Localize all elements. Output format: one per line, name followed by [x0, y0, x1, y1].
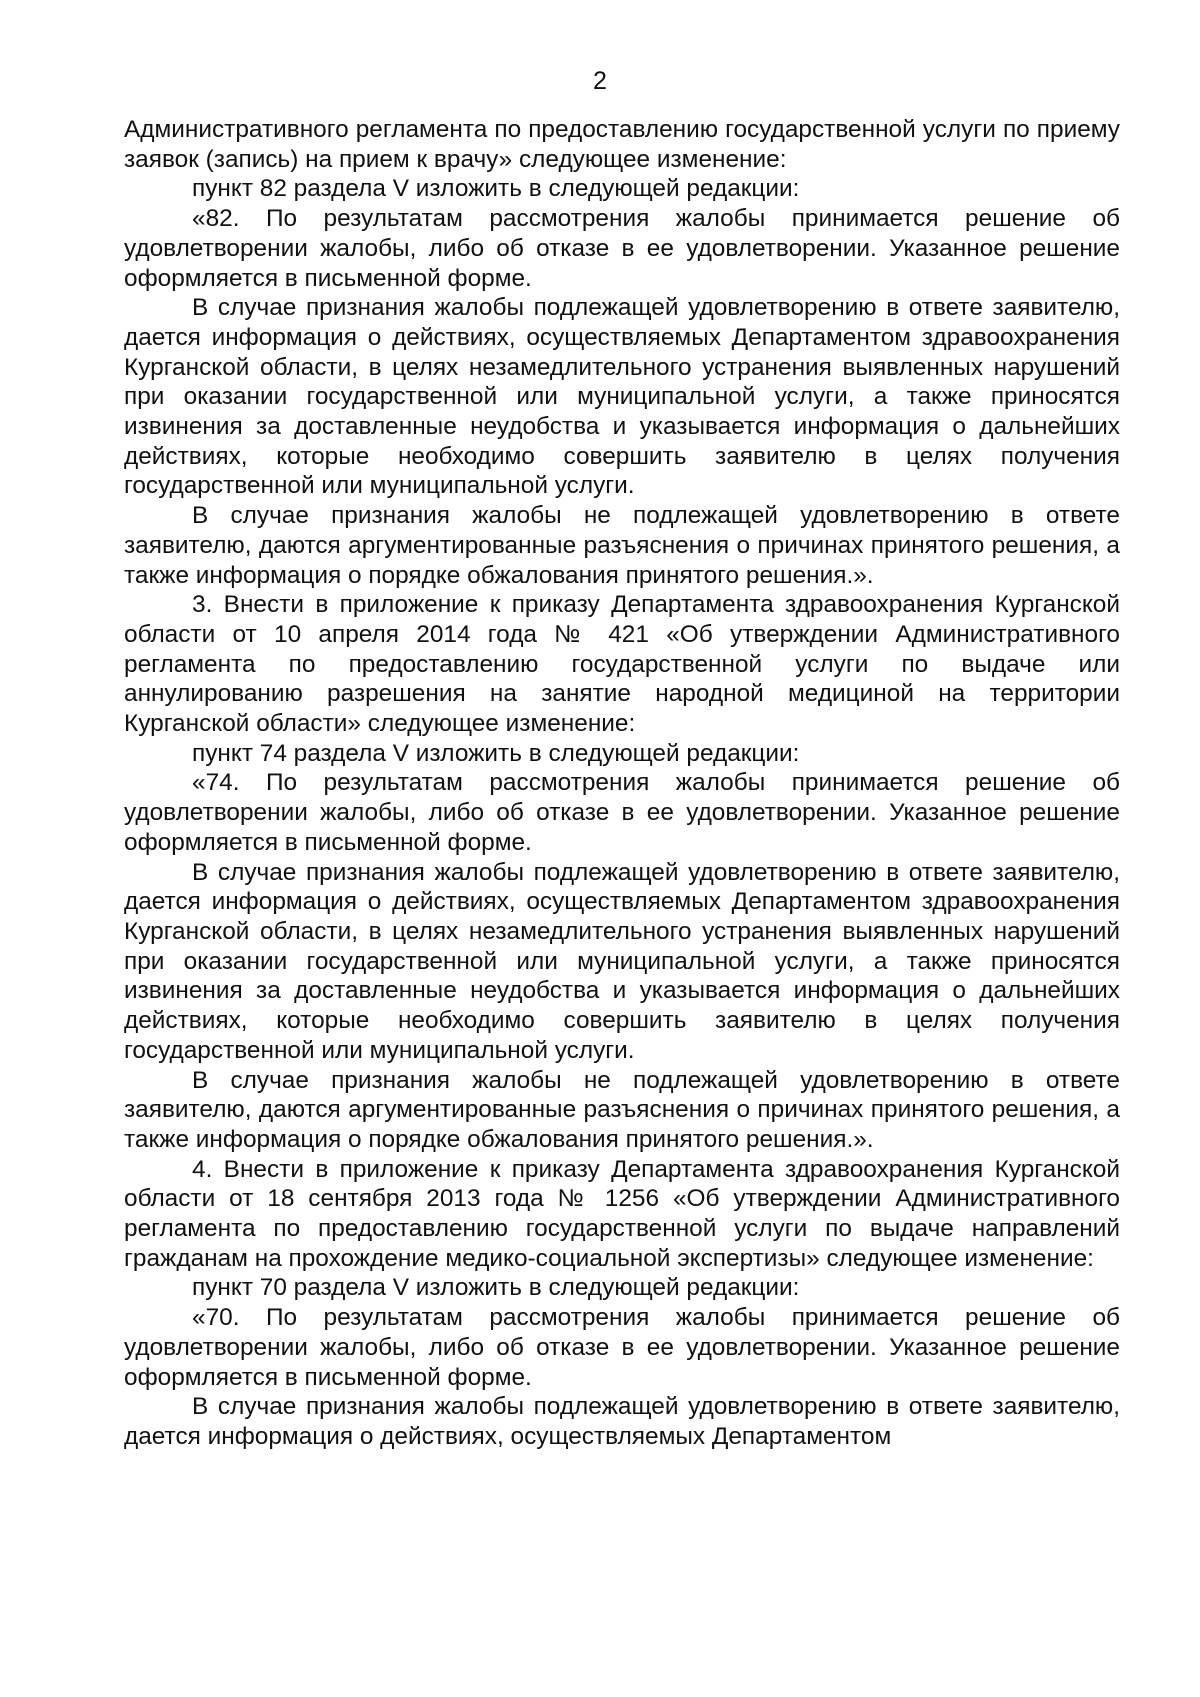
paragraph-complaint-rejected: В случае признания жалобы не подлежащей удовлетворению в ответе заявителю, даются аргументированные разъяснения о причинах принятого решения, а также информация о порядке обжалования принятого решения.». [124, 1066, 1120, 1153]
paragraph-complaint-satisfied: В случае признания жалобы подлежащей удовлетворению в ответе заявителю, дается информация о действиях, осуществляемых Департаментом здравоохранения Курганской области, в целях незамедлительного устранения выявленных нарушений при оказании государственной или муниципальной услуги, а также приносятся извинения за доставленные неудобства и указывается информация о дальнейших действиях, которые необходимо совершить заявителю в целях получения государственной или муниципальной услуги. [124, 294, 1120, 500]
paragraph-continuation: Административного регламента по предоставлению государственной услуги по приему заявок (запись) на прием к врачу» следующее изменение: [124, 116, 1120, 173]
paragraph-item-3: 3. Внести в приложение к приказу Департамента здравоохранения Курганской области от 10 апреля 2014 года № 421 «Об утверждении Административного регламента по предоставлению государственной услуги по выдаче или аннулированию разрешения на занятие народной медициной на территории Курганской области» следующее изменение: [124, 591, 1120, 738]
paragraph-point-82: «82. По результатам рассмотрения жалобы принимается решение об удовлетворении жалобы, либо об отказе в ее удовлетворении. Указанное решение оформляется в письменной форме. [124, 205, 1120, 292]
paragraph-point-70: «70. По результатам рассмотрения жалобы принимается решение об удовлетворении жалобы, либо об отказе в ее удовлетворении. Указанное решение оформляется в письменной форме. [124, 1304, 1120, 1391]
paragraph-point-74: «74. По результатам рассмотрения жалобы принимается решение об удовлетворении жалобы, либо об отказе в ее удовлетворении. Указанное решение оформляется в письменной форме. [124, 769, 1120, 856]
paragraph-complaint-satisfied: В случае признания жалобы подлежащей удовлетворению в ответе заявителю, дается информация о действиях, осуществляемых Департаментом [124, 1393, 1120, 1450]
page-number: 2 [593, 67, 607, 95]
paragraph-item-4: 4. Внести в приложение к приказу Департамента здравоохранения Курганской области от 18 сентября 2013 года № 1256 «Об утверждении Административного регламента по предоставлению государственной услуги по выдаче направлений гражданам на прохождение медико-социальной экспертизы» следующее изменение: [124, 1155, 1120, 1272]
paragraph-complaint-rejected: В случае признания жалобы не подлежащей удовлетворению в ответе заявителю, даются аргументированные разъяснения о причинах принятого решения, а также информация о порядке обжалования принятого решения.». [124, 502, 1120, 589]
paragraph-complaint-satisfied: В случае признания жалобы подлежащей удовлетворению в ответе заявителю, дается информация о действиях, осуществляемых Департаментом здравоохранения Курганской области, в целях незамедлительного устранения выявленных нарушений при оказании государственной или муниципальной услуги, а также приносятся извинения за доставленные неудобства и указывается информация о дальнейших действиях, которые необходимо совершить заявителю в целях получения государственной или муниципальной услуги. [124, 858, 1120, 1064]
paragraph-point-82-intro: пункт 82 раздела V изложить в следующей редакции: [192, 175, 800, 203]
paragraph-point-70-intro: пункт 70 раздела V изложить в следующей редакции: [192, 1274, 800, 1302]
paragraph-point-74-intro: пункт 74 раздела V изложить в следующей редакции: [192, 739, 800, 767]
document-body [124, 115, 1120, 1452]
